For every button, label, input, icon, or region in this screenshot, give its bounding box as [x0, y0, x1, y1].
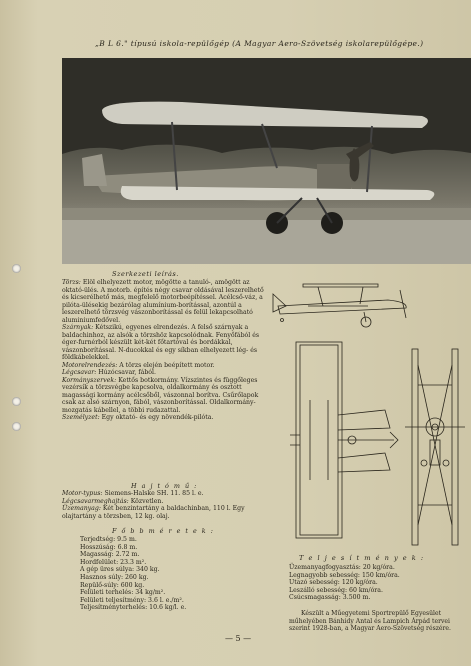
perf-item: Üzemanyagfogyasztás: 20 kg/óra.: [289, 564, 395, 571]
meret-item: Repülő-súly: 600 kg.: [80, 581, 145, 589]
section-szarnyak: Szárnyak: Kétszikú, egyenes elrendezés. A felső szárnyak a baldachinhoz, az alsók a törzshöz kapcsolódnak. Fenyőfából és éger-furnérból készült két-két főtartóval és bordákkal, vászonborítással. N-ducokkal és egy síkban elhelyezett lég- és földkábelekkel.: [62, 324, 260, 361]
hajtomu-uzemanyag: Üzemanyag: Két benzintartány a baldachinban, 110 l. Egy olajtartány a törzsben, 12 kg. olaj.: [62, 505, 245, 520]
perf-item: Csúcsmagasság: 3.500 m.: [289, 594, 371, 601]
front-view-drawing: [400, 345, 470, 550]
section-kormany: Kormányszervek: Kettős botkormány. Vízszintes és függőleges vezérsík a törzsvégbe kapcsolva, oldalkormány és osztott magassági kormány acélcsőből, vászonnal borítva. Csűrőlapok csak az alsó szárnyon, fából, vászonborítással. Oldalkormány-mozgatás kábellel, a többi rudazattal.: [62, 376, 259, 414]
meret-item: Magasság: 2.72 m.: [80, 551, 140, 559]
meret-item: A gép üres súlya: 340 kg.: [80, 566, 160, 574]
meret-item: Felületi teljesítmény: 3.6 l. e./m².: [80, 596, 184, 604]
meret-item: Terjedtség: 9.5 m.: [80, 536, 137, 543]
punch-hole: [12, 397, 21, 406]
perf-item: Legnagyobb sebesség: 150 km/óra.: [289, 571, 400, 579]
plan-view-drawing: [290, 340, 400, 545]
meret-item: Hordfelület: 23.3 m².: [80, 558, 147, 566]
hajtomu-legcsavar: Légcsavarmeghajtás: Közvetlen.: [62, 497, 164, 505]
hajtomu-motor: Motor-typus: Siemens-Halske SH. 11. 85 l. e.: [62, 490, 204, 497]
meret-item: Felületi terhelés: 34 kg/m².: [80, 589, 166, 597]
hajtomu-title: H a j t ó m ű :: [131, 482, 198, 490]
punch-hole: [12, 264, 21, 273]
section-motor: Motorelrendezés: A törzs elején beépített motor.: [62, 361, 215, 369]
meretek-list: [80, 536, 186, 612]
punch-hole: [12, 422, 21, 431]
footer-note: Készült a Műegyetemi Sportrepülő Egyesület műhelyében Bánhidy Antal és Lampich Árpád tervei szerint 1928-ban, a Magyar Aero-Szövetség részére.: [289, 610, 451, 633]
perf-item: Utazó sebesség: 120 kg/óra.: [289, 579, 378, 586]
meret-item: Teljesítményterhelés: 10.6 kg/l. e.: [80, 604, 187, 612]
section-heading: Szerkezeti leírás.: [112, 270, 179, 278]
page-number: — 5 —: [225, 634, 252, 643]
meret-item: Hasznos súly: 260 kg.: [80, 573, 149, 581]
meret-item: Hosszúság: 6.8 m.: [80, 543, 138, 551]
section-torzs: Törzs: Elöl elhelyezett motor, mögötte a tanuló-, amögött az oktató-ülés. A motorb. építés négy csavar oldásával leszerelhető és kicserélhető más, megfelelő motorbeépítéssel. Acélcső-váz, a pilóta-ülésekig bezárólag alumínium-borítással, azontúl a leszerelhető törzsvég vászonborítással és felül lekapcsolható aluminiumfedővel.: [62, 279, 264, 324]
performance-list: [289, 564, 400, 602]
hajtomu-block: [62, 490, 267, 520]
meretek-title: F ő b b m é r e t e k :: [112, 527, 215, 535]
description-block: [62, 279, 267, 422]
section-legcsavar: Légcsavar: Húzócsavar, fából.: [62, 369, 156, 376]
perf-item: Leszálló sebesség: 60 km/óra.: [289, 586, 383, 594]
photo-caption: „B L 6." típusú iskola-repülőgép (A Magyar Aero-Szövetség iskolarepülőgépe.): [95, 39, 424, 48]
side-view-drawing: [268, 276, 418, 332]
performance-title: T e l j e s í t m é n y e k :: [299, 554, 425, 562]
aircraft-photo: [62, 58, 471, 264]
section-szemelyzet: Személyzet: Egy oktató- és egy növendék-pilóta.: [62, 414, 214, 421]
